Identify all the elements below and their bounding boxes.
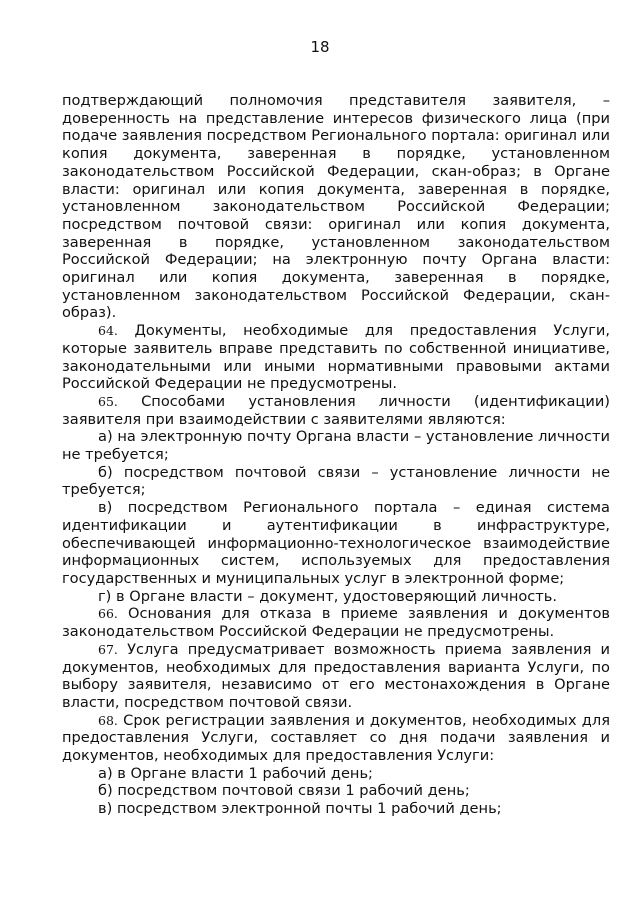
item-text: Основания для отказа в приеме заявления и документов законодательством Российской Федерации не предусмотрены. xyxy=(62,605,610,641)
subitem-text: посредством Регионального портала – единая система идентификации и аутентификации в инфраструктуре, обеспечивающей информационно-технологическое взаимодействие информационных систем, используемых для предоставления государственных и муниципальных услуг в электронной форме; xyxy=(62,499,611,587)
item-67 xyxy=(62,641,610,712)
subitem-text: в Органе власти – документ, удостоверяющий личность. xyxy=(116,587,558,605)
subitem-65-b xyxy=(62,464,610,499)
item-64 xyxy=(62,322,610,393)
subitem-65-a xyxy=(62,428,610,463)
subitem-letter: а) xyxy=(98,428,113,446)
subitem-letter: б) xyxy=(98,782,113,800)
page-number: 18 xyxy=(310,38,330,56)
subitem-68-a xyxy=(62,765,610,783)
item-text: Срок регистрации заявления и документов, необходимых для предоставления Услуги, составляет со дня подачи заявления и документов, необходимых для предоставления Услуги: xyxy=(62,711,610,765)
subitem-text: посредством почтовой связи 1 рабочий день; xyxy=(117,782,470,800)
item-text: Услуга предусматривает возможность приема заявления и документов, необходимых для предоставления варианта Услуги, по выбору заявителя, независимо от его местонахождения в Органе власти, посредством почтовой связи. xyxy=(62,640,610,711)
subitem-text: на электронную почту Органа власти – установление личности не требуется; xyxy=(62,428,610,464)
item-number: 67. xyxy=(98,641,118,657)
item-number: 64. xyxy=(98,323,118,339)
item-65 xyxy=(62,393,610,428)
subitem-letter: в) xyxy=(98,499,113,517)
item-68 xyxy=(62,712,610,765)
subitem-letter: а) xyxy=(98,764,113,782)
subitem-65-g xyxy=(62,588,610,606)
item-number: 65. xyxy=(98,393,118,409)
subitem-letter: в) xyxy=(98,800,113,818)
item-number: 68. xyxy=(98,712,118,728)
subitem-letter: б) xyxy=(98,463,113,481)
document-body xyxy=(62,92,610,818)
paragraph-continuation: подтверждающий полномочия представителя заявителя, – доверенность на представление интересов физического лица (при подаче заявления посредством Регионального портала: оригинал или копия документа, заверенная в порядке, установленном законодательством Российской Федерации, скан-образ; в Органе власти: оригинал или копия документа, заверенная в порядке, установленном законодательством Российской Федерации; посредством почтовой связи: оригинал или копия документа, заверенная в порядке, установленном законодательством Российской Федерации; на электронную почту Органа власти: оригинал или копия документа, заверенная в порядке, установленном законодательством Российской Федерации, скан-образ). xyxy=(62,92,610,322)
item-66 xyxy=(62,605,610,640)
subitem-65-v xyxy=(62,499,610,588)
item-text: Способами установления личности (идентификации) заявителя при взаимодействии с заявителями являются: xyxy=(62,392,611,428)
item-text: Документы, необходимые для предоставления Услуги, которые заявитель вправе представить по собственной инициативе, законодательными или иными нормативными правовыми актами Российской Федерации не предусмотрены. xyxy=(62,322,610,393)
subitem-letter: г) xyxy=(98,587,112,605)
subitem-text: посредством электронной почты 1 рабочий день; xyxy=(116,800,502,818)
item-number: 66. xyxy=(98,606,118,622)
subitem-68-b xyxy=(62,782,610,800)
subitem-68-v xyxy=(62,800,610,818)
subitem-text: в Органе власти 1 рабочий день; xyxy=(117,764,373,782)
subitem-text: посредством почтовой связи – установление личности не требуется; xyxy=(62,463,610,499)
